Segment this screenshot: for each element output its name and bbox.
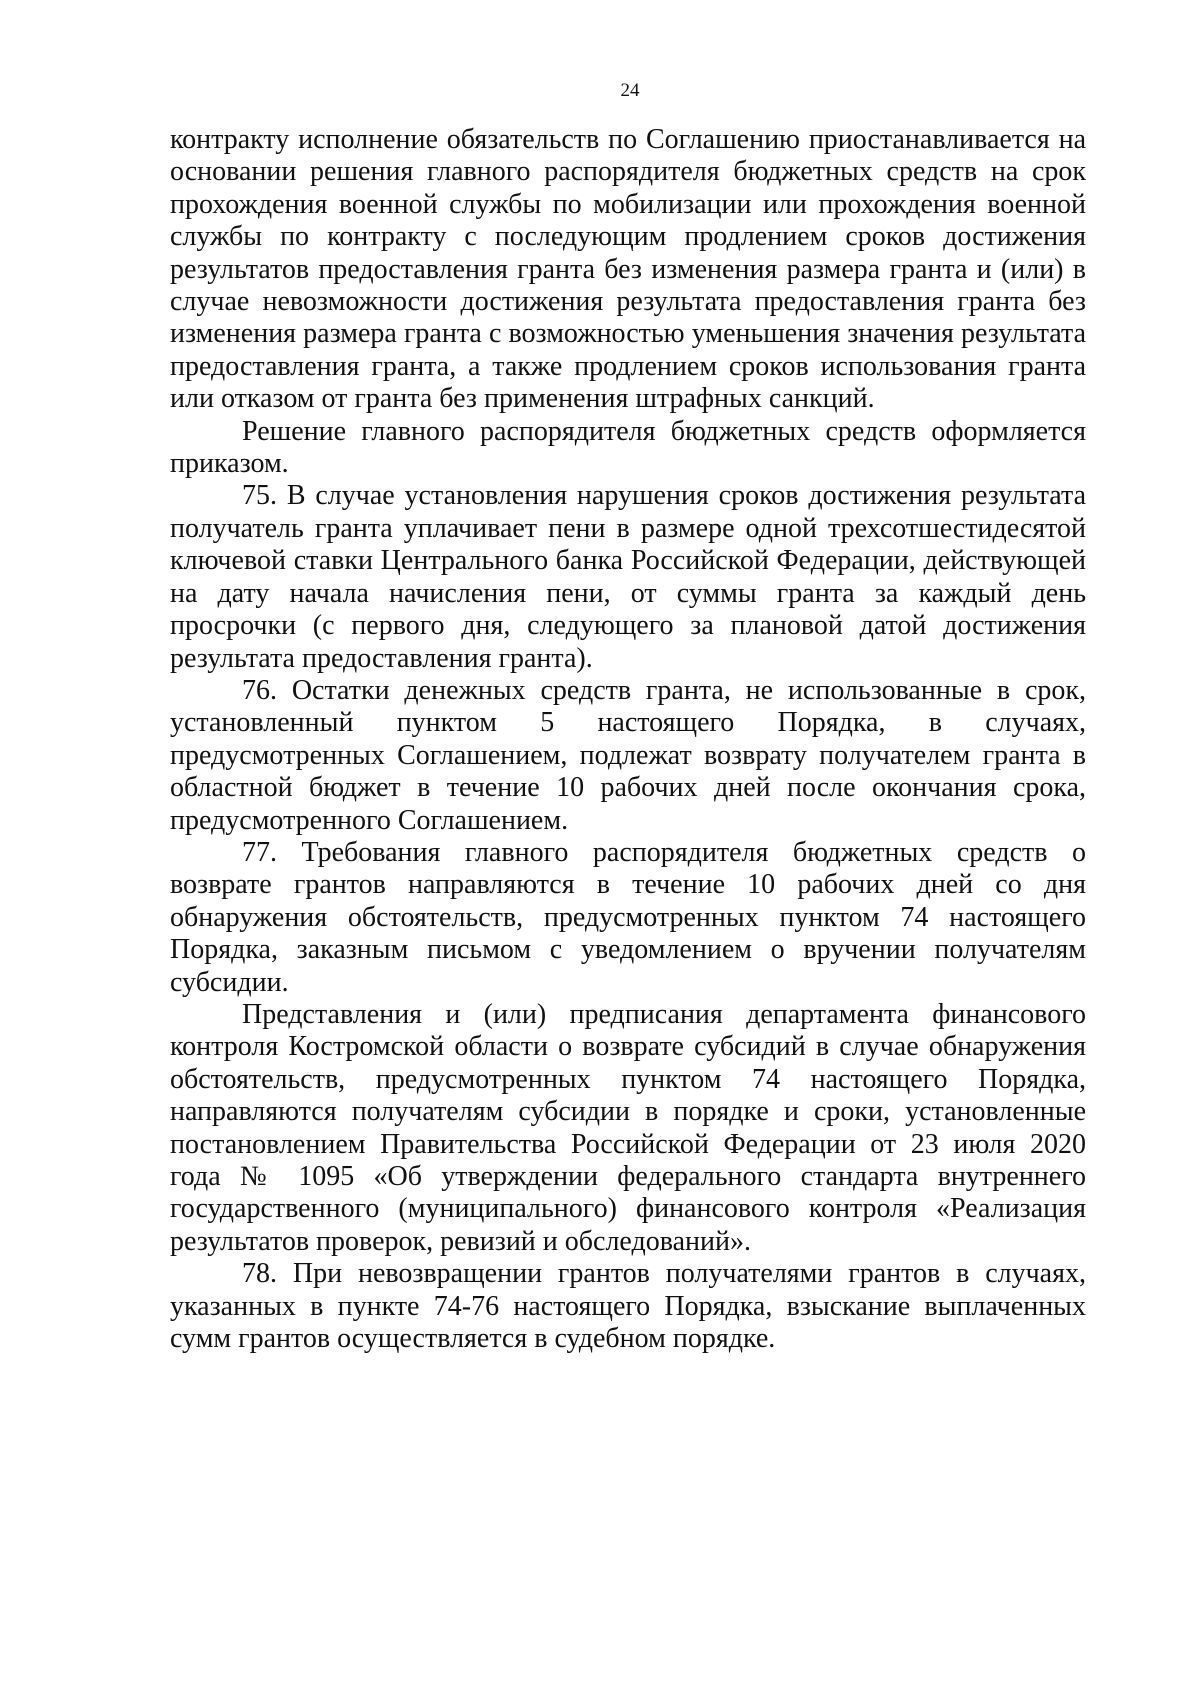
paragraph-item-77: 77. Требования главного распорядителя бюджетных средств о возврате грантов направляются в течение 10 рабочих дней со дня обнаружения обстоятельств, предусмотренных пунктом 74 настоящего Порядка, заказным письмом с уведомлением о вручении получателям субсидии. (170, 836, 1086, 998)
page-number: 24 (620, 80, 640, 101)
paragraph-representations: Представления и (или) предписания департамента финансового контроля Костромской области о возврате субсидий в случае обнаружения обстоятельств, предусмотренных пунктом 74 настоящего Порядка, направляются получателям субсидии в порядке и сроки, установленные постановлением Правительства Российской Федерации от 23 июля 2020 года № 1095 «Об утверждении федерального стандарта внутреннего государственного (муниципального) финансового контроля «Реализация результатов проверок, ревизий и обследований». (170, 998, 1086, 1257)
paragraph-item-76: 76. Остатки денежных средств гранта, не использованные в срок, установленный пунктом 5 настоящего Порядка, в случаях, предусмотренных Соглашением, подлежат возврату получателем гранта в областной бюджет в течение 10 рабочих дней после окончания срока, предусмотренного Соглашением. (170, 674, 1086, 836)
paragraph-decision: Решение главного распорядителя бюджетных средств оформляется приказом. (170, 415, 1086, 480)
paragraph-item-78: 78. При невозвращении грантов получателями грантов в случаях, указанных в пункте 74-76 настоящего Порядка, взыскание выплаченных сумм грантов осуществляется в судебном порядке. (170, 1258, 1086, 1355)
paragraph-continuation: контракту исполнение обязательств по Соглашению приостанавливается на основании решения главного распорядителя бюджетных средств на срок прохождения военной службы по мобилизации или прохождения военной службы по контракту с последующим продлением сроков достижения результатов предоставления гранта без изменения размера гранта и (или) в случае невозможности достижения результата предоставления гранта без изменения размера гранта с возможностью уменьшения значения результата предоставления гранта, а также продлением сроков использования гранта или отказом от гранта без применения штрафных санкций. (170, 124, 1086, 415)
document-body (170, 124, 1086, 1355)
paragraph-item-75: 75. В случае установления нарушения сроков достижения результата получатель гранта уплачивает пени в размере одной трехсотшестидесятой ключевой ставки Центрального банка Российской Федерации, действующей на дату начала начисления пени, от суммы гранта за каждый день просрочки (с первого дня, следующего за плановой датой достижения результата предоставления гранта). (170, 480, 1086, 674)
